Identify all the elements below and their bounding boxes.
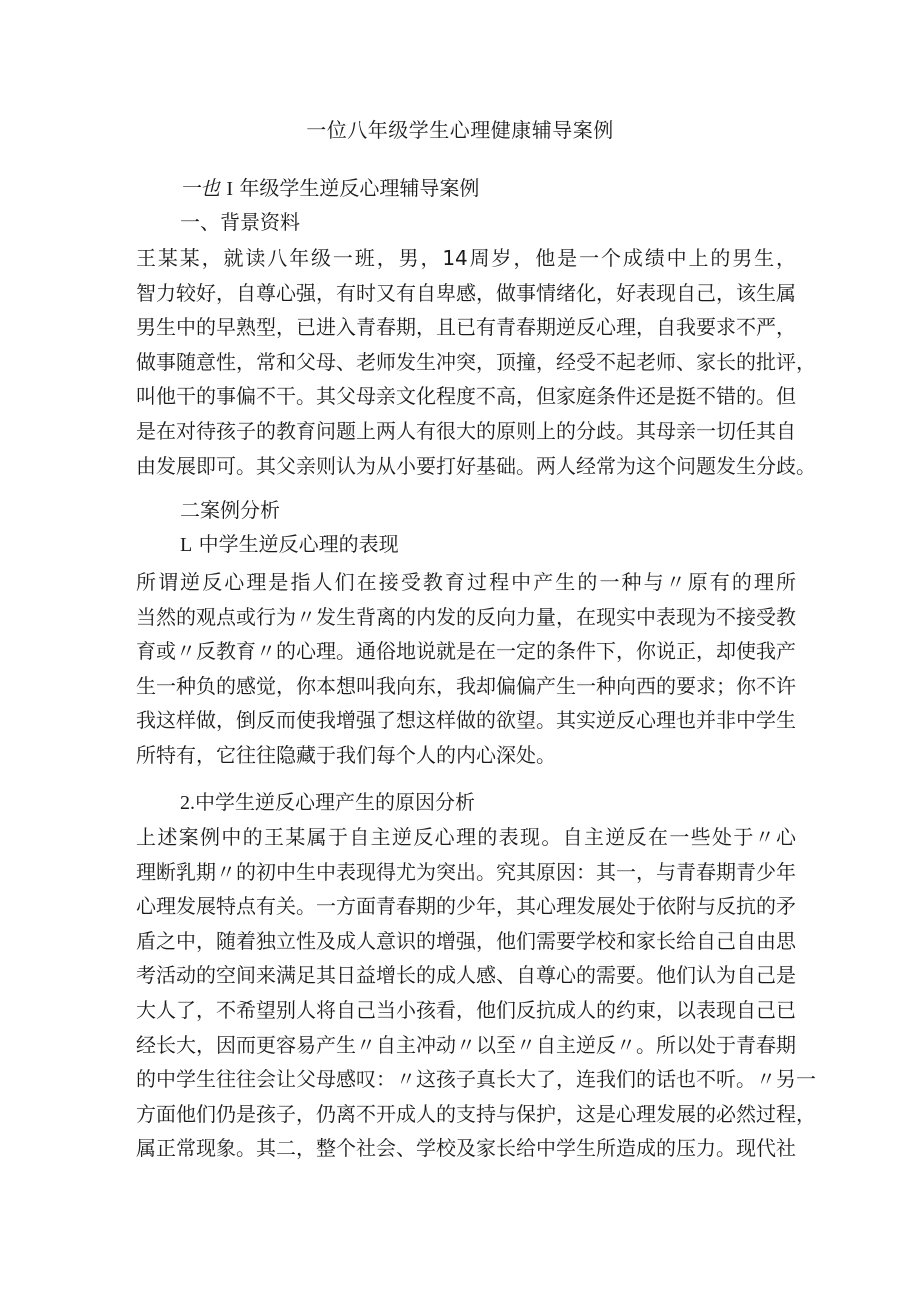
paragraph-line: 经长大，因而更容易产生〃自主冲动〃以至〃自主逆反〃。所以处于青春期 [136,1032,796,1057]
subtitle-text: 年级学生逆反心理辅导案例 [239,176,480,200]
paragraph-line: 方面他们仍是孩子，仍离不开成人的支持与保护，这是心理发展的必然过程， [136,1101,816,1126]
paragraph-line: 当然的观点或行为〃发生背离的内发的反向力量，在现实中表现为不接受教 [136,604,796,629]
subsection-number: 2. [180,792,195,814]
paragraph-line: 理断乳期〃的初中生中表现得尤为突出。究其原因：其一，与青春期青少年 [136,859,796,884]
subtitle-roman-numeral: I [226,178,234,200]
paragraph-line: 上述案例中的王某属于自主逆反心理的表现。自主逆反在一些处于〃心 [136,825,796,849]
paragraph-line: 智力较好，自尊心强，有时又有自卑感，做事情绪化，好表现自己，该生属 [136,280,796,305]
paragraph-line: 属正常现象。其二，整个社会、学校及家长给中学生所造成的压力。现代社 [136,1136,796,1161]
paragraph-line: 心理发展特点有关。一方面青春期的少年，其心理发展处于依附与反抗的矛 [136,894,796,919]
paragraph-line: 叫他干的事偏不干。其父母亲文化程度不高，但家庭条件还是挺不错的。但 [136,384,796,409]
paragraph-line: 育或〃反教育〃的心理。通俗地说就是在一定的条件下，你说正，却使我产 [136,639,796,664]
document-title: 一位八年级学生心理健康辅导案例 [306,118,614,142]
paragraph-line: 是在对待孩子的教育问题上两人有很大的原则上的分歧。其母亲一切任其自 [136,418,796,443]
paragraph-line: 考活动的空间来满足其日益增长的成人感、自尊心的需要。他们认为自己是 [136,963,796,988]
paragraph-line: 盾之中，随着独立性及成人意识的增强，他们需要学校和家长给自己自由思 [136,928,796,953]
subsection-heading-manifestation [180,528,399,561]
paragraph-line: 生一种负的感觉，你本想叫我向东，我却偏偏产生一种向西的要求；你不许 [136,673,796,698]
section-heading-background: 一、背景资料 [180,210,300,234]
section-heading-analysis: 二案例分析 [180,498,280,522]
paragraph-line: 由发展即可。其父亲则认为从小要打好基础。两人经常为这个问题发生分歧。 [136,453,816,478]
paragraph-line: 做事随意性，常和父母、老师发生冲突，顶撞，经受不起老师、家长的批评， [136,349,816,374]
paragraph-line: 男生中的早熟型，已进入青春期，且已有青春期逆反心理，自我要求不严， [136,315,796,340]
paragraph-line: 所特有，它往往隐藏于我们每个人的内心深处。 [136,742,556,767]
paragraph-line: 王某某，就读八年级一班，男，14周岁，他是一个成绩中上的男生， [136,246,796,270]
paragraph-line: 的中学生往往会让父母感叹：〃这孩子真长大了，连我们的话也不听。〃另一 [136,1067,816,1092]
subsection-heading-causes [180,786,475,819]
subsection-text: 中学生逆反心理产生的原因分析 [195,790,475,814]
subsection-text: 中学生逆反心理的表现 [198,532,399,556]
subsection-number: L [180,534,193,556]
paragraph-manifestation [136,565,796,773]
subtitle-prefix: 一也 [180,176,220,200]
paragraph-line: 所谓逆反心理是指人们在接受教育过程中产生的一种与〃原有的理所 [136,570,796,594]
document-subtitle [180,172,479,205]
paragraph-line: 我这样做，倒反而使我增强了想这样做的欲望。其实逆反心理也并非中学生 [136,708,796,733]
paragraph-causes [136,820,816,1166]
paragraph-line: 大人了，不希望别人将自己当小孩看，他们反抗成人的约束，以表现自己已 [136,997,796,1022]
paragraph-background [136,241,816,483]
